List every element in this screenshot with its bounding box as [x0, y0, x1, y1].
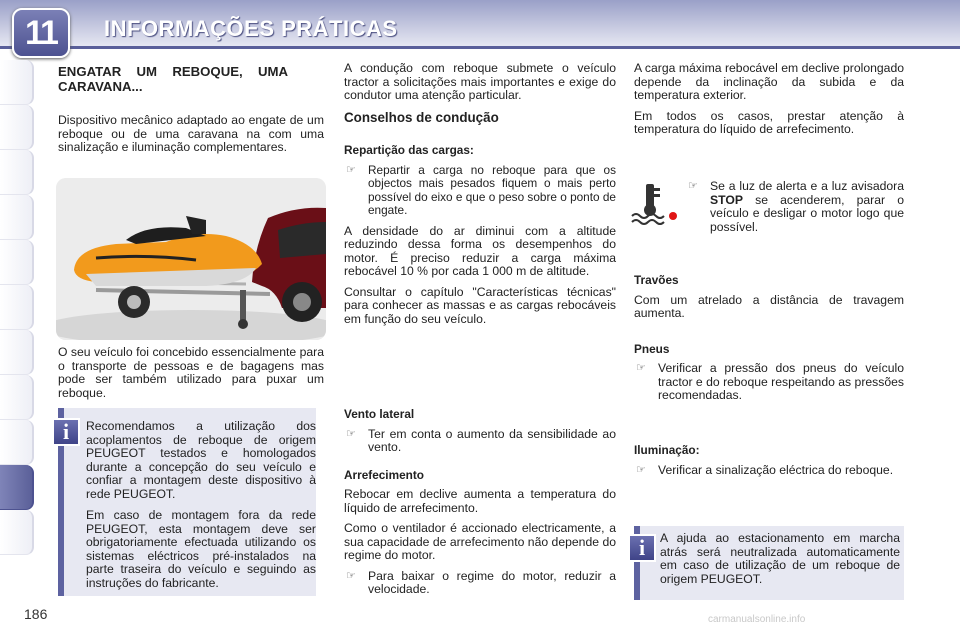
- column-3: [634, 62, 904, 144]
- section-heading: Conselhos de condução: [344, 109, 499, 125]
- column-2-lower: [344, 408, 616, 604]
- hand-pointer-icon: ☞: [346, 427, 356, 440]
- fan-paragraph: Como o ventilador é accionado electricamente, a sua capacidade de arrefecimento não depende do regime do motor.: [344, 521, 616, 562]
- bullet-text: Repartir a carga no reboque para que os objectos mais pesados fiquem o mais perto possível do eixo e que o peso sobre o ponto de engate.: [368, 162, 616, 217]
- chapter-tabs: [0, 60, 34, 555]
- bullet-text: Ter em conta o aumento da sensibilidade ao vento.: [368, 426, 616, 454]
- reference-paragraph: Consultar o capítulo "Características técnicas" para conhecer as massas e as cargas rebocáveis em função do seu veículo.: [344, 284, 616, 326]
- page-title: INFORMAÇÕES PRÁTICAS: [104, 16, 398, 41]
- column-1-lower: [58, 346, 324, 407]
- coolant-temperature-warning-icon: [628, 180, 678, 226]
- info-paragraph: Em caso de montagem fora da rede PEUGEOT, esta montagem deve ser obrigatoriamente efectuada utilizando os sistemas eléctricos pré-instalados na parte traseira do veículo e seguindo as instruções do fabricante.: [86, 508, 316, 590]
- altitude-paragraph: A densidade do ar diminui com a altitude reduzindo dessa forma os desempenhos do motor. É preciso reduzir a carga máxima rebocável 10 % por cada 1 000 m de altitude.: [344, 223, 616, 278]
- bullet-text: Para baixar o regime do motor, reduzir a velocidade.: [368, 568, 616, 596]
- hand-pointer-icon: ☞: [346, 163, 356, 176]
- column-3-lower: [634, 274, 904, 410]
- column-1: [58, 64, 324, 162]
- brakes-paragraph: Com um atrelado a distância de travagem aumenta.: [634, 292, 904, 320]
- stop-label: STOP: [710, 192, 743, 207]
- subheading-iluminacao: Iluminação:: [634, 443, 700, 457]
- info-paragraph: A ajuda ao estacionamento em marcha atrás será neutralizada automaticamente em caso de utilização de um reboque de origem PEUGEOT.: [660, 531, 900, 586]
- column-3-lighting: [634, 444, 904, 484]
- header-divider: [0, 46, 960, 49]
- subheading-cargas: Repartição das cargas:: [344, 143, 474, 157]
- section-heading: ENGATAR UM REBOQUE, UMA CARAVANA...: [58, 64, 288, 94]
- column-2: [344, 62, 616, 333]
- warning-block: [686, 180, 904, 241]
- bullet-text: Verificar a pressão dos pneus do veículo tractor e do reboque respeitando as pressões recomendadas.: [658, 361, 904, 402]
- bullet-item: [344, 428, 616, 455]
- info-icon: i: [52, 418, 80, 446]
- chapter-tab[interactable]: [0, 240, 34, 285]
- hand-pointer-icon: ☞: [688, 180, 698, 192]
- temperature-paragraph: Em todos os casos, prestar atenção à temperatura do líquido de arrefecimento.: [634, 108, 904, 136]
- bullet-item: [634, 464, 904, 478]
- intro-paragraph: A condução com reboque submete o veículo tractor a solicitações mais importantes e exige do condutor uma atenção particular.: [344, 61, 616, 102]
- chapter-tab[interactable]: [0, 375, 34, 420]
- hand-pointer-icon: ☞: [346, 569, 356, 582]
- warning-text: Se a luz de alerta e a luz avisadora: [710, 179, 904, 193]
- bullet-text: Verificar a sinalização eléctrica do reboque.: [658, 462, 894, 477]
- page-number: 186: [24, 606, 48, 622]
- hand-pointer-icon: ☞: [636, 463, 646, 476]
- slope-paragraph: A carga máxima rebocável em declive prolongado depende da inclinação da subida e da temperatura exterior.: [634, 61, 904, 102]
- chapter-tab[interactable]: [0, 285, 34, 330]
- chapter-tab[interactable]: [0, 60, 34, 105]
- watermark: carmanualsonline.info: [708, 614, 806, 625]
- chapter-tab[interactable]: [0, 105, 34, 150]
- intro-paragraph: Dispositivo mecânico adaptado ao engate de um reboque ou de uma caravana na com uma sinalização e iluminação complementares.: [58, 113, 324, 154]
- info-icon: i: [628, 534, 656, 562]
- warning-text: se acenderem, parar o veículo e desligar o motor logo que possível.: [710, 192, 904, 234]
- chapter-number-badge: 11: [12, 8, 70, 58]
- bullet-item: [344, 570, 616, 597]
- bullet-item: [344, 164, 616, 218]
- chapter-tab-active[interactable]: [0, 465, 34, 510]
- subheading-pneus: Pneus: [634, 341, 670, 356]
- subheading-vento: Vento lateral: [344, 407, 415, 421]
- vehicle-paragraph: O seu veículo foi concebido essencialmente para o transporte de pessoas e de bagagens mas pode ser também utilizado para puxar um reboque.: [58, 345, 324, 400]
- subheading-arrefecimento: Arrefecimento: [344, 467, 424, 482]
- chapter-tab[interactable]: [0, 510, 34, 555]
- info-paragraph: Recomendamos a utilização dos acoplamentos de reboque de origem PEUGEOT testados e homologados durante a concepção do seu veículo e confiar a montagem deste dispositivo à rede PEUGEOT.: [86, 419, 316, 501]
- bullet-item: [634, 362, 904, 403]
- chapter-tab[interactable]: [0, 420, 34, 465]
- cooling-paragraph: Rebocar em declive aumenta a temperatura do líquido de arrefecimento.: [344, 487, 616, 515]
- info-box-hitch: [58, 408, 316, 596]
- info-box-parking: [634, 526, 904, 600]
- chapter-tab[interactable]: [0, 330, 34, 375]
- hand-pointer-icon: ☞: [636, 362, 646, 374]
- warning-bullet: [686, 180, 904, 234]
- jetski-trailer-photo: [56, 178, 326, 340]
- chapter-tab[interactable]: [0, 150, 34, 195]
- subheading-travoes: Travões: [634, 273, 679, 287]
- chapter-tab[interactable]: [0, 195, 34, 240]
